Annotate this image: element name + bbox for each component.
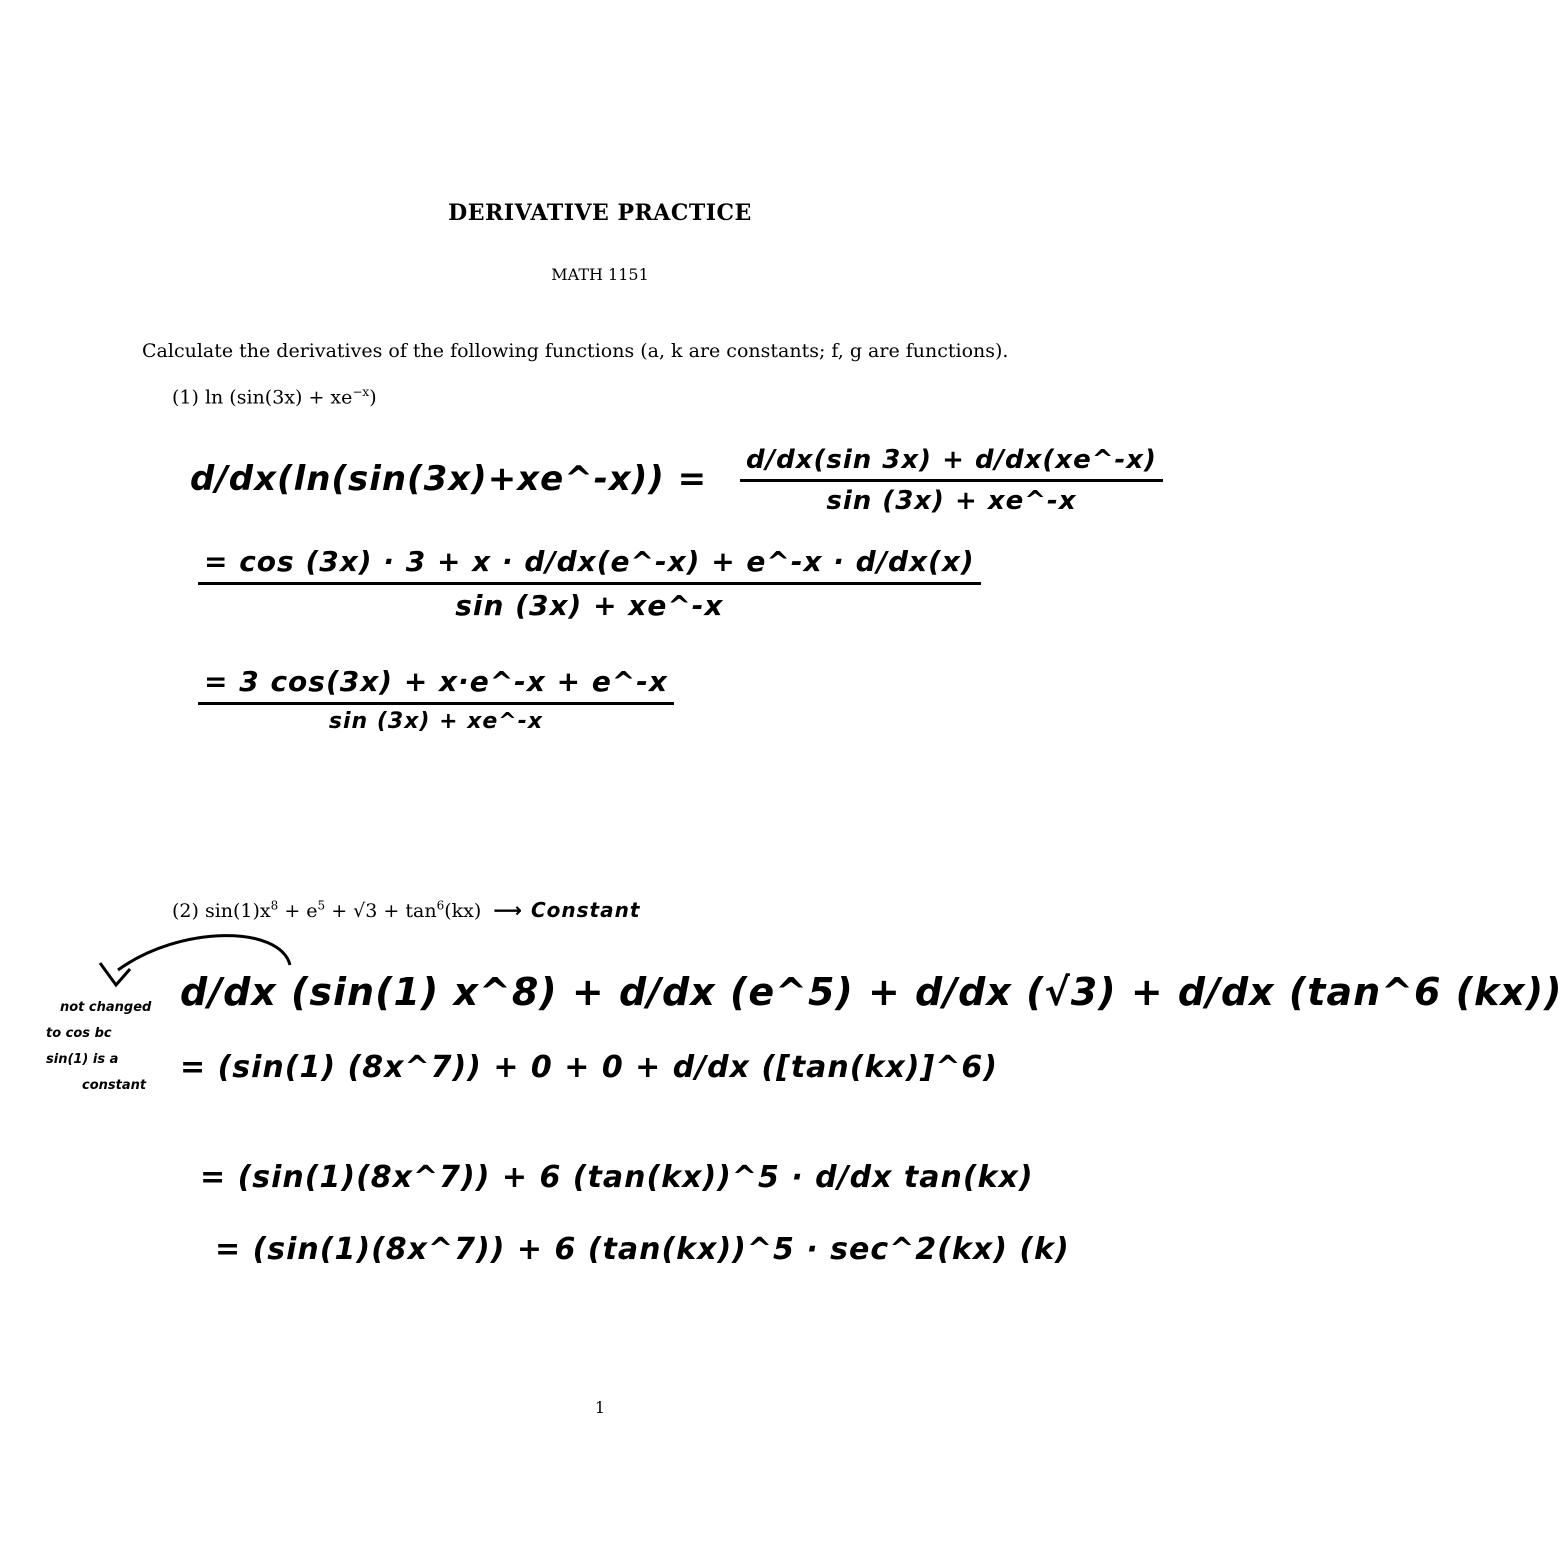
problem-2-label-b: + e [278,900,318,922]
problem-2-statement [172,898,640,922]
p1-line1-lhs: d/dx(ln(sin(3x)+xe^-x)) = [190,459,708,499]
problem-1-exponent: −x [352,385,370,399]
p1-line2-denominator: sin (3x) + xe^-x [455,589,724,622]
p2-line4: = (sin(1)(8x^7)) + 6 (tan(kx))^5 · sec^2(kx) (k) [215,1232,1070,1267]
instructions: Calculate the derivatives of the following functions (a, k are constants; f, g are functions). [142,340,1009,362]
p1-line2 [198,545,981,622]
p2-line3: = (sin(1)(8x^7)) + 6 (tan(kx))^5 · d/dx tan(kx) [200,1160,1034,1195]
problem-2-exp-b: 5 [317,898,326,913]
side-note-line: sin(1) is a [46,1052,119,1067]
p1-line1-numerator: d/dx(sin 3x) + d/dx(xe^-x) [740,445,1163,482]
p1-line3-fraction [198,665,674,734]
p1-line2-fraction [198,545,981,622]
p1-line3 [198,665,674,734]
problem-1-label: (1) ln (sin(3x) + xe [172,386,353,409]
constant-note: ⟶ Constant [493,898,641,922]
side-note-line: constant [82,1078,147,1093]
problem-1-statement [172,385,377,408]
problem-2-label-c: + √3 + tan [325,900,437,922]
problem-2-label-a: (2) sin(1)x [172,900,271,922]
page-title: DERIVATIVE PRACTICE [448,200,752,226]
p1-line1-denominator: sin (3x) + xe^-x [826,486,1077,516]
p1-line1 [190,445,1163,516]
side-note [46,995,151,1099]
problem-2-exp-a: 8 [270,898,279,913]
p2-line2: = (sin(1) (8x^7)) + 0 + 0 + d/dx ([tan(kx)]^6) [180,1050,998,1085]
problem-1-close: ) [369,386,377,409]
p1-line2-numerator: = cos (3x) · 3 + x · d/dx(e^-x) + e^-x · d/dx(x) [198,545,981,585]
p1-line3-numerator: = 3 cos(3x) + x·e^-x + e^-x [198,665,674,705]
course-code: MATH 1151 [551,265,649,284]
problem-2-exp-c: 6 [436,898,445,913]
side-note-line: to cos bc [46,1026,112,1041]
p2-line1: d/dx (sin(1) x^8) + d/dx (e^5) + d/dx (√3) + d/dx (tan^6 (kx)) [180,970,1563,1014]
side-note-line: not changed [60,1000,152,1015]
page-number: 1 [594,1398,606,1417]
p1-line3-denominator: sin (3x) + xe^-x [328,709,544,734]
p1-line1-fraction [740,445,1163,516]
problem-2-label-d: (kx) [444,900,482,922]
